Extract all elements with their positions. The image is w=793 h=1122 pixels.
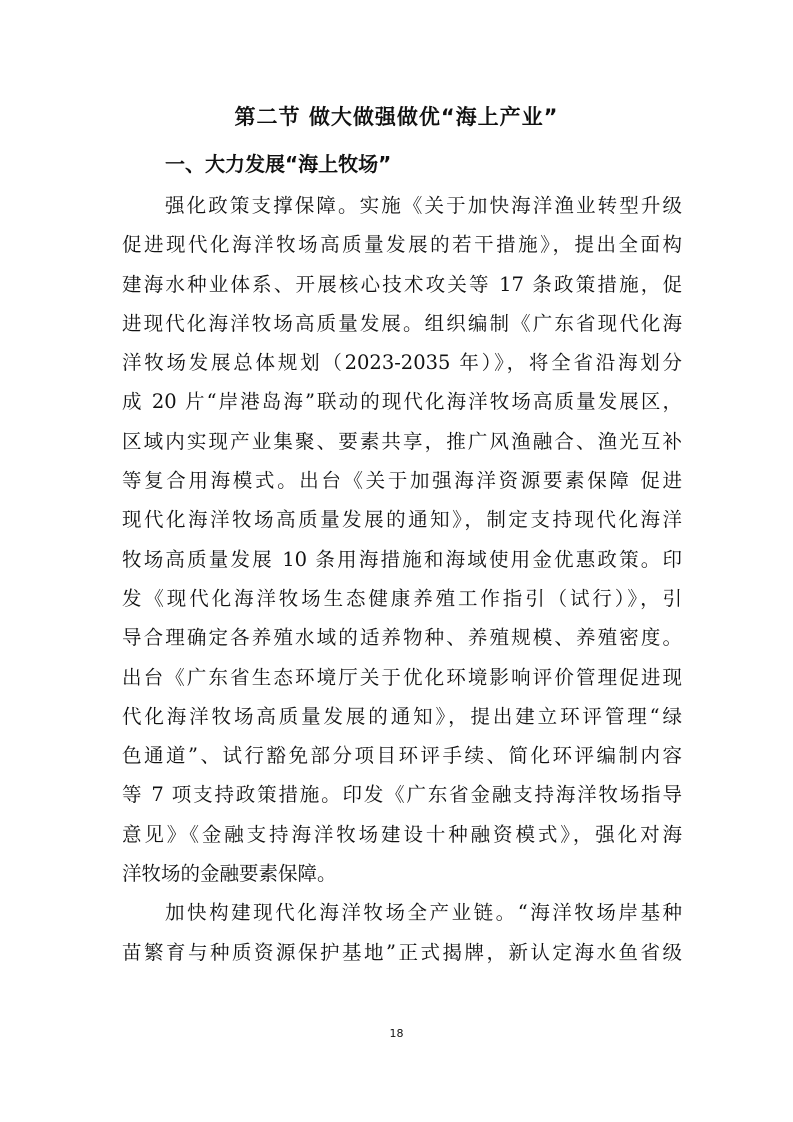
text-line: 导合理确定各养殖水域的适养物种、养殖规模、养殖密度。 (122, 626, 682, 650)
text-line: 代化海洋牧场高质量发展的通知》，提出建立环评管理“绿 (122, 704, 682, 728)
body-text (122, 186, 682, 972)
text-line: 促进现代化海洋牧场高质量发展的若干措施》，提出全面构 (122, 233, 682, 257)
text-line: 进现代化海洋牧场高质量发展。组织编制《广东省现代化海 (122, 311, 682, 335)
text-line: 等复合用海模式。出台《关于加强海洋资源要素保障 促进 (122, 469, 682, 493)
text-line: 区域内实现产业集聚、要素共享，推广风渔融合、渔光互补 (122, 429, 682, 453)
section-title: 第二节 做大做强做优“海上产业” (234, 105, 559, 129)
text-line: 强化政策支撑保障。实施《关于加快海洋渔业转型升级 (165, 194, 682, 217)
text-line: 现代化海洋牧场高质量发展的通知》，制定支持现代化海洋 (122, 508, 682, 532)
text-line: 色通道”、试行豁免部分项目环评手续、简化环评编制内容 (122, 744, 682, 768)
text-line: 建海水种业体系、开展核心技术攻关等 17 条政策措施，促 (122, 272, 682, 296)
text-line: 洋牧场发展总体规划（2023-2035 年）》，将全省沿海划分 (122, 351, 682, 375)
text-line: 苗繁育与种质资源保护基地”正式揭牌，新认定海水鱼省级 (122, 940, 682, 964)
text-line: 洋牧场的金融要素保障。 (122, 862, 337, 886)
text-line: 加快构建现代化海洋牧场全产业链。“海洋牧场岸基种 (165, 901, 682, 925)
text-line: 意见》《金融支持海洋牧场建设十种融资模式》，强化对海 (122, 822, 682, 846)
text-line: 成 20 片“岸港岛海”联动的现代化海洋牧场高质量发展区， (122, 390, 682, 414)
text-line: 等 7 项支持政策措施。印发《广东省金融支持海洋牧场指导 (122, 783, 682, 807)
text-line: 发《现代化海洋牧场生态健康养殖工作指引（试行）》，引 (122, 586, 682, 610)
page-number: 18 (389, 1027, 404, 1040)
text-line: 牧场高质量发展 10 条用海措施和海域使用金优惠政策。印 (122, 547, 682, 571)
text-line: 出台《广东省生态环境厅关于优化环境影响评价管理促进现 (122, 665, 682, 689)
sub-title: 一、大力发展“海上牧场” (165, 152, 392, 176)
